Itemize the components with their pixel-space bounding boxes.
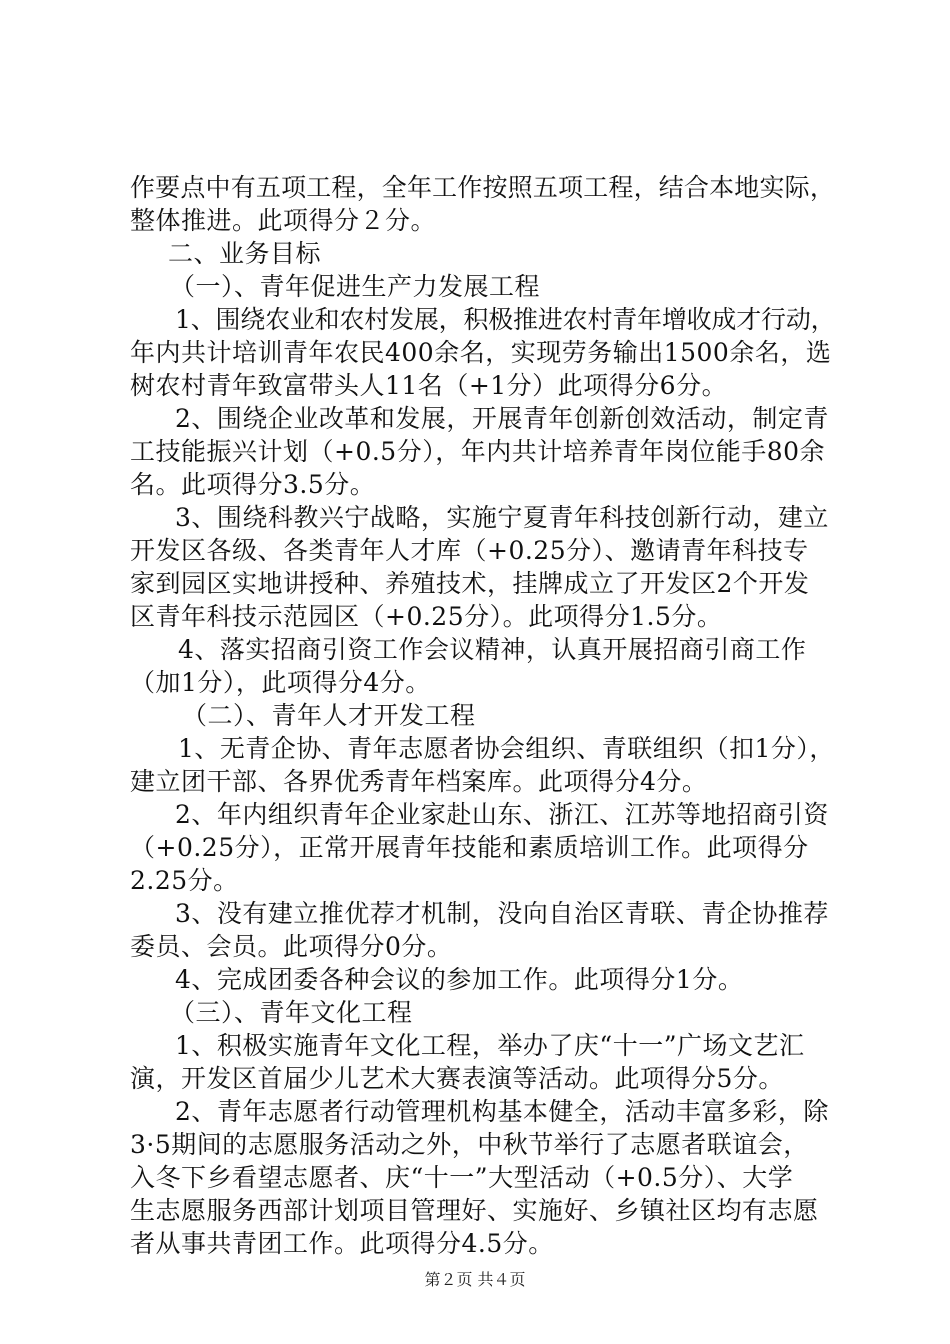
text-line: （+0.25分），正常开展青年技能和素质培训工作。此项得分	[130, 833, 809, 862]
text-line: 2、年内组织青年企业家赴山东、浙江、江苏等地招商引资	[175, 800, 829, 829]
section-heading: 二、业务目标	[168, 239, 322, 268]
text-line: 整体推进。此项得分２分。	[130, 206, 437, 235]
text-line: 1、积极实施青年文化工程，举办了庆“十一”广场文艺汇	[175, 1031, 805, 1060]
text-line: 委员、会员。此项得分0分。	[130, 932, 453, 961]
text-line: 2.25分。	[130, 866, 239, 895]
subsection-heading: （二）、青年人才开发工程	[182, 701, 476, 730]
text-line: 工技能振兴计划（+0.5分），年内共计培养青年岗位能手80余	[130, 437, 826, 466]
subsection-heading: （一）、青年促进生产力发展工程	[170, 272, 541, 301]
subsection-heading: （三）、青年文化工程	[170, 998, 413, 1027]
text-line: 3、围绕科教兴宁战略，实施宁夏青年科技创新行动，建立	[175, 503, 829, 532]
text-line: 区青年科技示范园区（+0.25分）。此项得分1.5分。	[130, 602, 723, 631]
text-line: 生志愿服务西部计划项目管理好、实施好、乡镇社区均有志愿	[130, 1196, 819, 1225]
text-line: 年内共计培训青年农民400余名，实现劳务输出1500余名，选	[130, 338, 832, 367]
text-line: 4、落实招商引资工作会议精神，认真开展招商引商工作	[178, 635, 807, 664]
text-line: 演，开发区首届少儿艺术大赛表演等活动。此项得分5分。	[130, 1064, 784, 1093]
text-line: 2、围绕企业改革和发展，开展青年创新创效活动，制定青	[175, 404, 829, 433]
text-line: 树农村青年致富带头人11名（+1分）此项得分6分。	[130, 371, 728, 400]
text-line: 作要点中有五项工程，全年工作按照五项工程，结合本地实际，	[130, 173, 836, 202]
page-footer: 第２页 共４页	[424, 1270, 526, 1289]
text-line: 3·5期间的志愿服务活动之外，中秋节举行了志愿者联谊会，	[130, 1130, 809, 1159]
text-line: 建立团干部、各界优秀青年档案库。此项得分4分。	[130, 767, 708, 796]
text-line: 名。此项得分3.5分。	[130, 470, 376, 499]
text-line: 入冬下乡看望志愿者、庆“十一”大型活动（+0.5分）、大学	[130, 1163, 794, 1192]
text-line: 家到园区实地讲授种、养殖技术，挂牌成立了开发区2个开发	[130, 569, 810, 598]
text-line: （加1分），此项得分4分。	[130, 668, 431, 697]
text-line: 开发区各级、各类青年人才库（+0.25分）、邀请青年科技专	[130, 536, 809, 565]
text-line: 2、青年志愿者行动管理机构基本健全，活动丰富多彩，除	[175, 1097, 829, 1126]
text-line: 1、围绕农业和农村发展，积极推进农村青年增收成才行动，	[175, 305, 836, 334]
text-line: 3、没有建立推优荐才机制，没向自治区青联、青企协推荐	[175, 899, 829, 928]
text-line: 4、完成团委各种会议的参加工作。此项得分1分。	[175, 965, 744, 994]
text-line: 者从事共青团工作。此项得分4.5分。	[130, 1229, 554, 1258]
text-line: 1、无青企协、青年志愿者协会组织、青联组织（扣1分），	[178, 734, 835, 763]
